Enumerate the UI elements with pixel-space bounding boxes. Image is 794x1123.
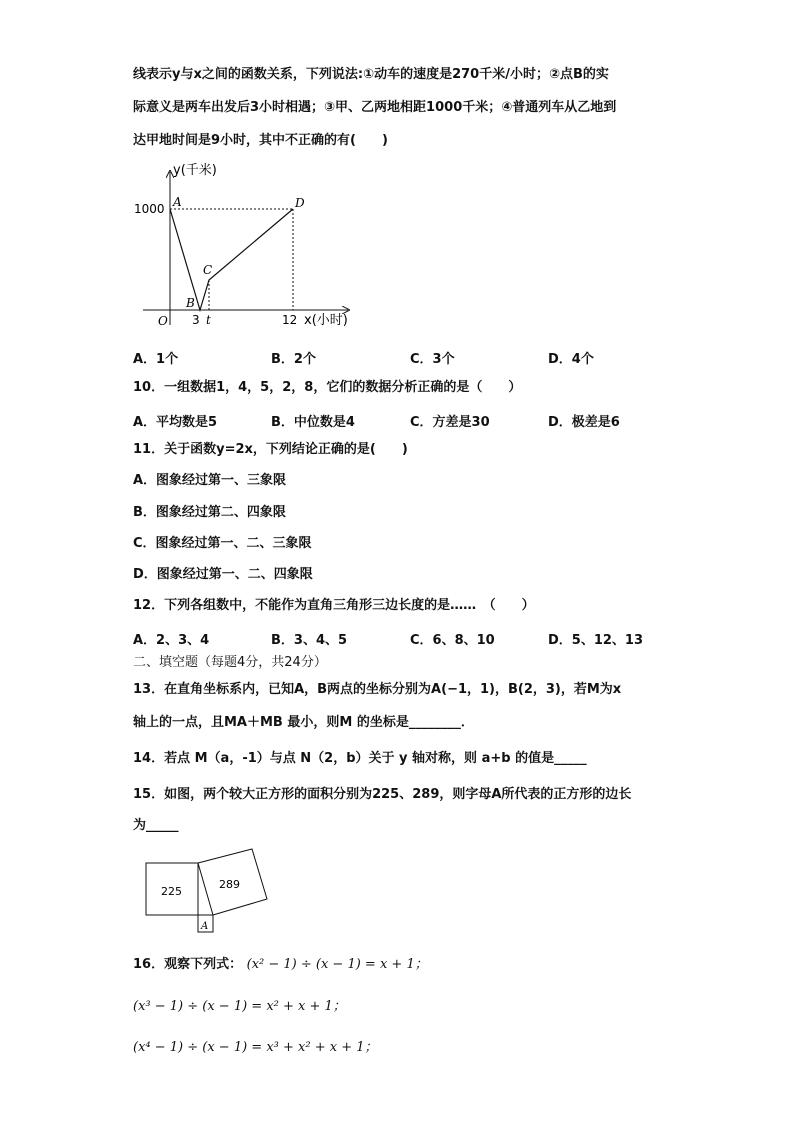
q9-option-b: B．2个 — [271, 352, 316, 367]
q9-line1: 线表示y与x之间的函数关系，下列说法:①动车的速度是270千米/小时；②点B的实 — [133, 67, 609, 82]
q12-option-a: A．2、3、4 — [133, 633, 210, 648]
q14-text: 14．若点 M（a，-1）与点 N（2，b）关于 y 轴对称，则 a+b 的值是_____ — [133, 751, 587, 766]
section-heading-fill-in: 二、填空题（每题4分，共24分） — [133, 655, 327, 670]
q9-line2: 际意义是两车出发后3小时相遇；③甲、乙两地相距1000千米；④普通列车从乙地到 — [133, 100, 617, 115]
q15-line2: 为_____ — [133, 818, 179, 833]
point-c: C — [203, 263, 213, 277]
q12-option-c: C．6、8、10 — [410, 633, 495, 648]
q16-intro-text: 16．观察下列式： — [133, 957, 243, 972]
point-b: B — [186, 296, 195, 310]
y-tick-1000: 1000 — [134, 202, 165, 216]
q10-stem: 10．一组数据1，4，5，2，8，它们的数据分析正确的是（ ） — [133, 380, 522, 395]
q9-option-c: C．3个 — [410, 352, 455, 367]
q13-line1: 13．在直角坐标系内，已知A，B两点的坐标分别为A(−1，1)，B(2，3)，若M为x — [133, 682, 622, 697]
x-axis-label: x(小时) — [304, 313, 348, 328]
q13-line2: 轴上的一点，且MA＋MB 最小，则M 的坐标是________． — [133, 715, 474, 730]
q10-option-b: B．中位数是4 — [271, 415, 355, 430]
graph-line-abcd — [170, 209, 293, 310]
x-tick-3: 3 — [192, 313, 200, 327]
q11-option-a: A．图象经过第一、三象限 — [133, 473, 287, 488]
q11-option-b: B．图象经过第二、四象限 — [133, 505, 286, 520]
point-d: D — [295, 196, 305, 210]
q12-stem: 12．下列各组数中，不能作为直角三角形三边长度的是…… （ ） — [133, 598, 535, 613]
x-tick-12: 12 — [282, 313, 298, 327]
q10-option-a: A．平均数是5 — [133, 415, 218, 430]
label-289: 289 — [219, 878, 240, 891]
q10-option-d: D．极差是6 — [548, 415, 620, 430]
q16-eq1: (x² − 1) ÷ (x − 1) = x + 1； — [246, 957, 428, 972]
label-225: 225 — [161, 885, 182, 898]
q16-intro — [133, 957, 428, 973]
q12-option-d: D．5、12、13 — [548, 633, 644, 648]
q11-option-d: D．图象经过第一、二、四象限 — [133, 567, 313, 582]
q11-option-c: C．图象经过第一、二、三象限 — [133, 536, 312, 551]
q10-option-c: C．方差是30 — [410, 415, 490, 430]
q9-option-a: A．1个 — [133, 352, 179, 367]
point-a: A — [173, 195, 182, 209]
q15-line1: 15．如图，两个较大正方形的面积分别为225、289，则字母A所代表的正方形的边长 — [133, 787, 632, 802]
q9-option-d: D．4个 — [548, 352, 594, 367]
q16-eq2: (x³ − 1) ÷ (x − 1) = x² + x + 1； — [133, 999, 346, 1014]
q12-option-b: B．3、4、5 — [271, 633, 348, 648]
x-tick-t: t — [206, 313, 211, 327]
q9-distance-time-graph — [133, 160, 363, 335]
label-a: A — [201, 921, 209, 932]
y-axis-label: y(千米) — [173, 163, 217, 178]
q15-squares-figure — [140, 845, 275, 935]
origin: O — [158, 314, 168, 328]
q9-line3: 达甲地时间是9小时，其中不正确的有( ) — [133, 133, 388, 148]
q11-stem: 11．关于函数y=2x，下列结论正确的是( ) — [133, 442, 408, 457]
q16-eq3: (x⁴ − 1) ÷ (x − 1) = x³ + x² + x + 1； — [133, 1040, 378, 1055]
